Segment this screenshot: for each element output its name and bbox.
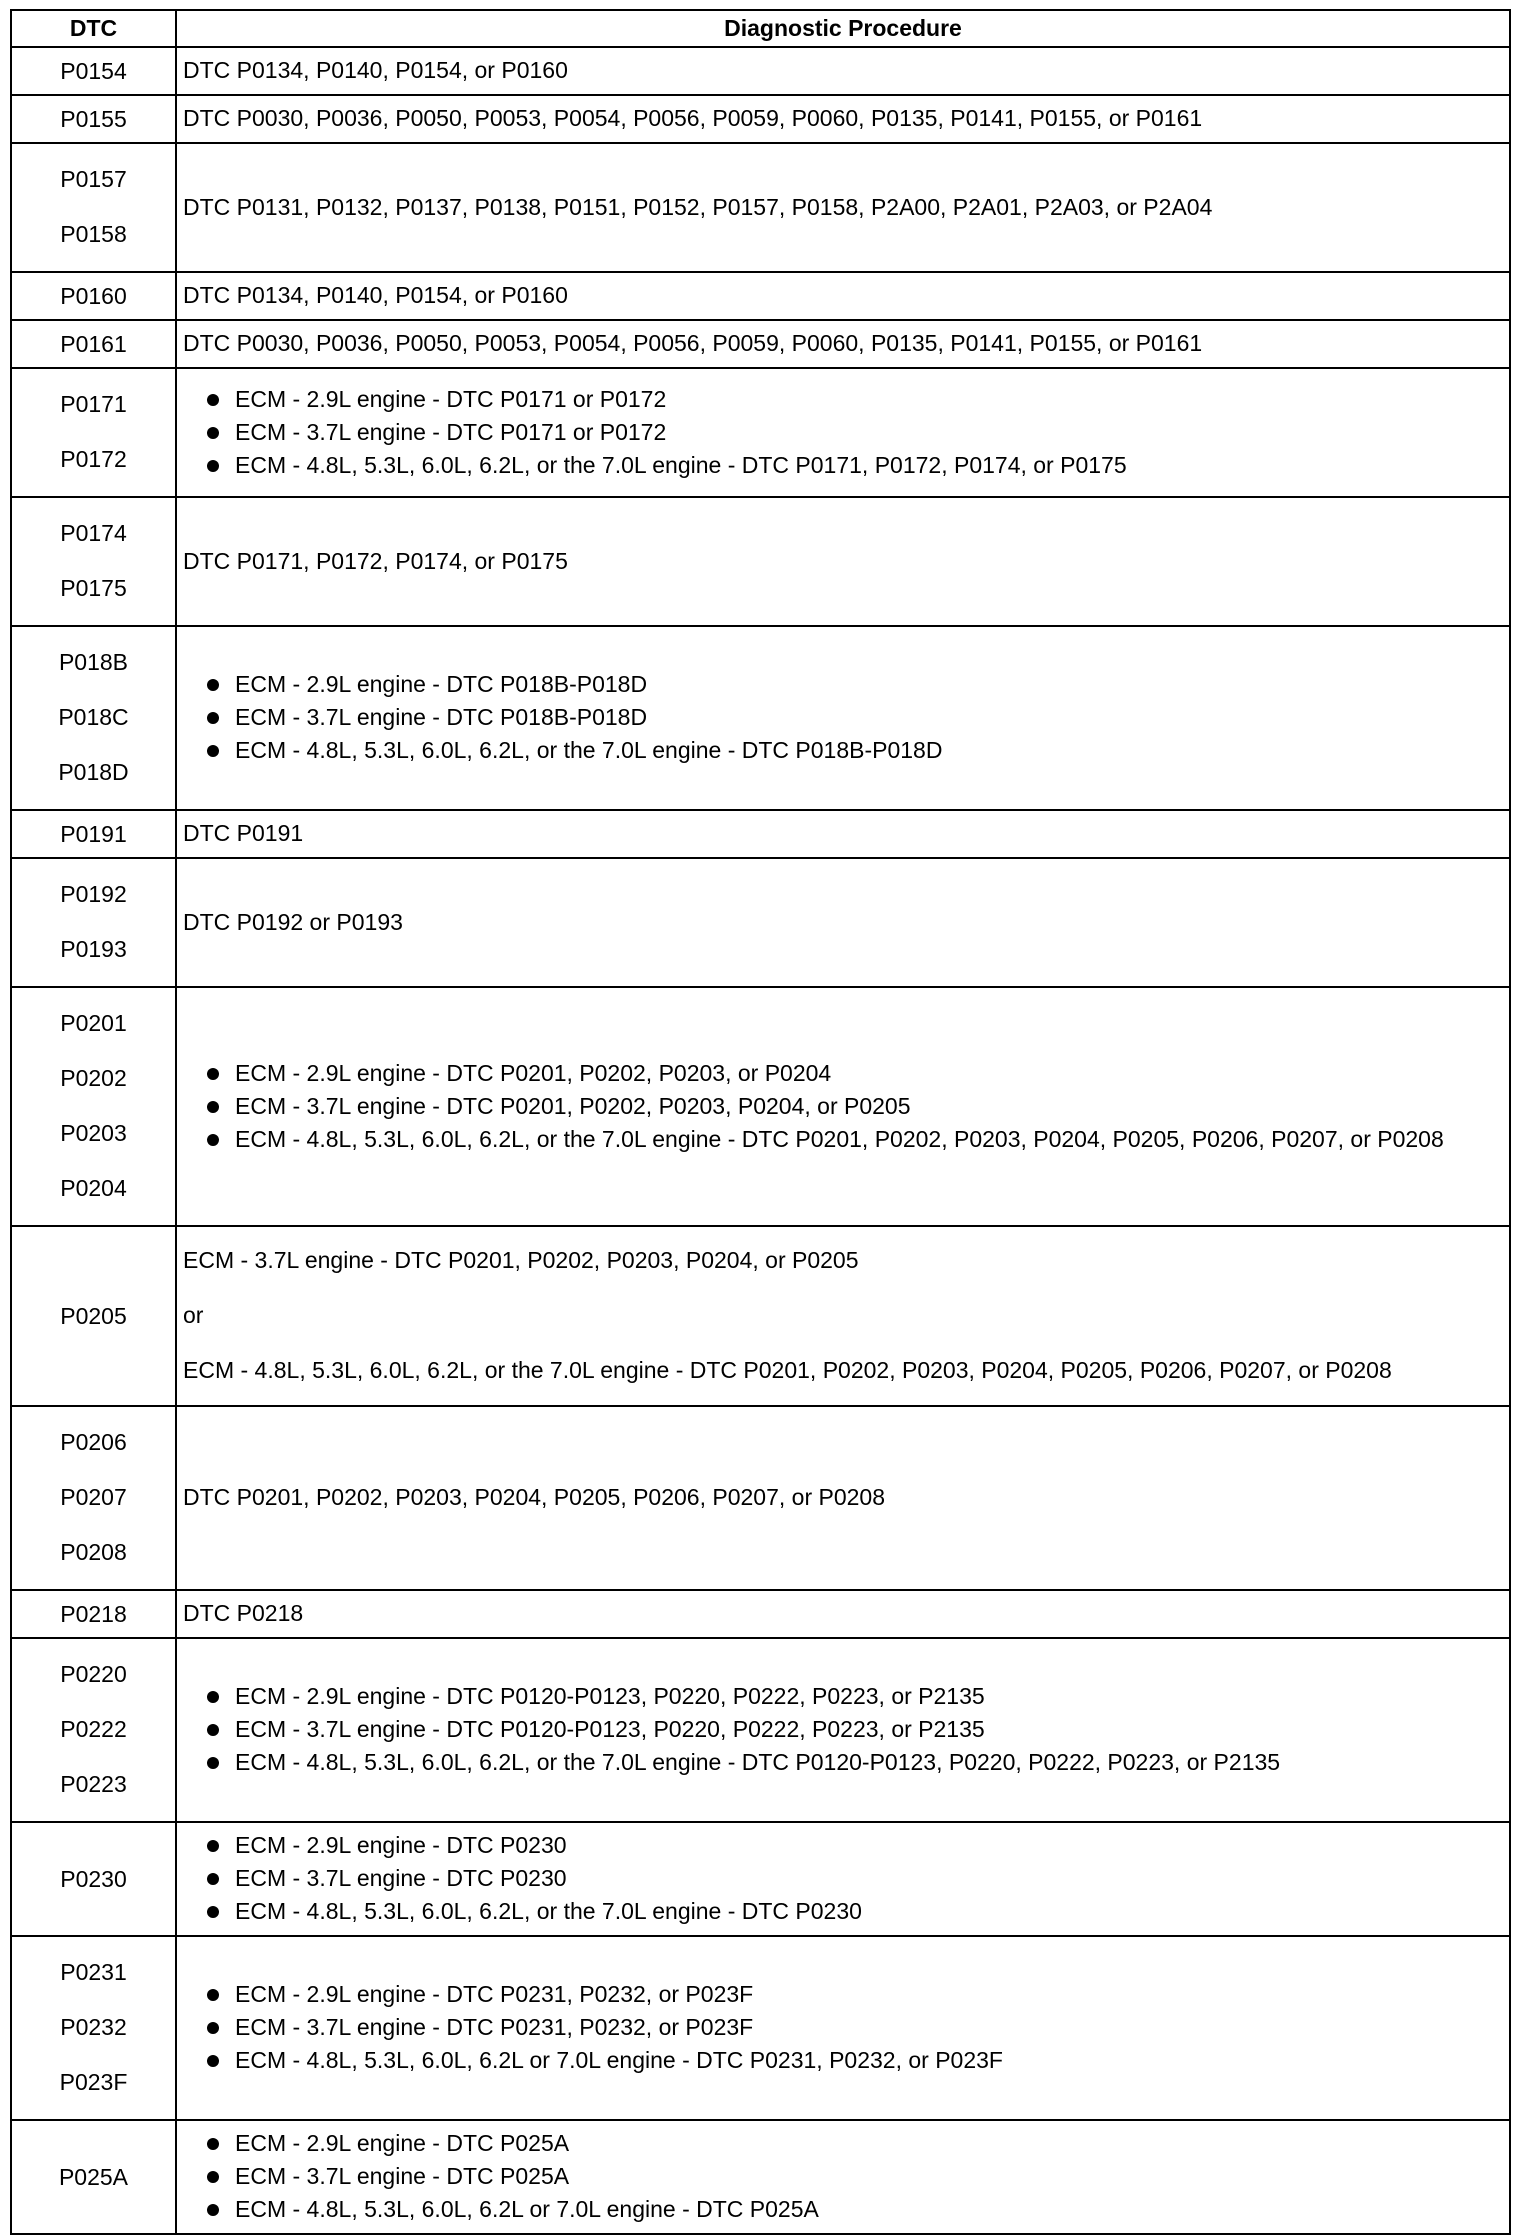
dtc-cell: [11, 858, 176, 987]
dtc-code: P0222: [60, 1716, 127, 1742]
dtc-code: P0172: [60, 446, 127, 472]
table-row: [11, 143, 1510, 272]
table-row: [11, 1406, 1510, 1590]
procedure-bullet-item: ECM - 4.8L, 5.3L, 6.0L, 6.2L, or the 7.0L engine - DTC P0120-P0123, P0220, P0222, P0223, or P2135: [205, 1746, 1503, 1779]
procedure-cell: [176, 858, 1510, 987]
procedure-cell: [176, 497, 1510, 626]
procedure-cell: [176, 1822, 1510, 1936]
dtc-cell: [11, 1590, 176, 1638]
dtc-code: P0208: [60, 1539, 127, 1565]
table-row: [11, 95, 1510, 143]
dtc-code: P0161: [60, 330, 127, 357]
table-row: [11, 272, 1510, 320]
procedure-bullet-item: ECM - 2.9L engine - DTC P0201, P0202, P0203, or P0204: [205, 1057, 1503, 1090]
dtc-code: P0191: [60, 820, 127, 847]
procedure-cell: [176, 1590, 1510, 1638]
procedure-cell: [176, 1638, 1510, 1822]
procedure-bullet-item: ECM - 4.8L, 5.3L, 6.0L, 6.2L or 7.0L engine - DTC P0231, P0232, or P023F: [205, 2044, 1503, 2077]
procedure-bullet-list: [183, 1829, 1503, 1928]
dtc-cell: [11, 368, 176, 497]
procedure-column-header: Diagnostic Procedure: [176, 10, 1510, 47]
procedure-text: DTC P0030, P0036, P0050, P0053, P0054, P0056, P0059, P0060, P0135, P0141, P0155, or P0161: [183, 330, 1203, 356]
procedure-cell: [176, 272, 1510, 320]
table-row: [11, 2120, 1510, 2234]
procedure-text: DTC P0131, P0132, P0137, P0138, P0151, P0152, P0157, P0158, P2A00, P2A01, P2A03, or P2A04: [183, 193, 1213, 220]
dtc-code: P0230: [60, 1865, 127, 1892]
dtc-cell: [11, 626, 176, 810]
procedure-bullet-list: [183, 1057, 1503, 1156]
procedure-cell: [176, 320, 1510, 368]
dtc-procedure-table: [10, 9, 1511, 2235]
dtc-code: P0231: [60, 1959, 127, 1985]
procedure-text: or: [183, 1302, 204, 1328]
dtc-cell: [11, 143, 176, 272]
dtc-column-header: DTC: [11, 10, 176, 47]
table-row: [11, 987, 1510, 1226]
dtc-cell: [11, 987, 176, 1226]
dtc-code: P0205: [60, 1302, 127, 1329]
procedure-bullet-item: ECM - 3.7L engine - DTC P0171 or P0172: [205, 416, 1503, 449]
table-row: [11, 810, 1510, 858]
procedure-bullet-item: ECM - 3.7L engine - DTC P0201, P0202, P0203, P0204, or P0205: [205, 1090, 1503, 1123]
dtc-code: P0207: [60, 1484, 127, 1510]
dtc-code: P0192: [60, 881, 127, 907]
table-row: [11, 858, 1510, 987]
dtc-code: P0175: [60, 575, 127, 601]
table-row: [11, 1226, 1510, 1406]
dtc-cell: [11, 810, 176, 858]
procedure-bullet-item: ECM - 3.7L engine - DTC P0230: [205, 1862, 1503, 1895]
procedure-text: ECM - 3.7L engine - DTC P0201, P0202, P0203, P0204, or P0205: [183, 1247, 859, 1273]
dtc-cell: [11, 1822, 176, 1936]
procedure-bullet-item: ECM - 2.9L engine - DTC P0171 or P0172: [205, 383, 1503, 416]
dtc-code: P0154: [60, 57, 127, 84]
procedure-cell: [176, 47, 1510, 95]
procedure-bullet-item: ECM - 4.8L, 5.3L, 6.0L, 6.2L, or the 7.0L engine - DTC P0230: [205, 1895, 1503, 1928]
procedure-cell: [176, 2120, 1510, 2234]
procedure-text: DTC P0191: [183, 820, 304, 846]
procedure-bullet-item: ECM - 2.9L engine - DTC P025A: [205, 2127, 1503, 2160]
procedure-bullet-item: ECM - 4.8L, 5.3L, 6.0L, 6.2L, or the 7.0L engine - DTC P0171, P0172, P0174, or P0175: [205, 449, 1503, 482]
table-row: [11, 1936, 1510, 2120]
procedure-text: DTC P0134, P0140, P0154, or P0160: [183, 57, 568, 83]
dtc-code: P023F: [59, 2069, 128, 2095]
procedure-cell: [176, 1406, 1510, 1590]
dtc-code: P0174: [60, 520, 127, 546]
dtc-code: P0218: [60, 1600, 127, 1627]
dtc-code: P025A: [58, 2163, 129, 2190]
dtc-code: P0193: [60, 936, 127, 962]
dtc-code: P0223: [60, 1771, 127, 1797]
dtc-cell: [11, 272, 176, 320]
procedure-bullet-item: ECM - 2.9L engine - DTC P0231, P0232, or P023F: [205, 1978, 1503, 2011]
table-body: [11, 47, 1510, 2234]
procedure-bullet-item: ECM - 3.7L engine - DTC P018B-P018D: [205, 701, 1503, 734]
procedure-cell: [176, 1226, 1510, 1406]
procedure-bullet-list: [183, 2127, 1503, 2226]
table-row: [11, 1822, 1510, 1936]
procedure-text: DTC P0030, P0036, P0050, P0053, P0054, P0056, P0059, P0060, P0135, P0141, P0155, or P0161: [183, 105, 1203, 131]
procedure-bullet-item: ECM - 2.9L engine - DTC P018B-P018D: [205, 668, 1503, 701]
procedure-cell: [176, 810, 1510, 858]
procedure-cell: [176, 95, 1510, 143]
dtc-code: P0232: [60, 2014, 127, 2040]
procedure-cell: [176, 1936, 1510, 2120]
dtc-cell: [11, 497, 176, 626]
procedure-text: DTC P0201, P0202, P0203, P0204, P0205, P0206, P0207, or P0208: [183, 1484, 886, 1510]
dtc-code: P0203: [60, 1120, 127, 1146]
dtc-cell: [11, 1406, 176, 1590]
dtc-code: P018B: [58, 649, 129, 675]
table-row: [11, 368, 1510, 497]
procedure-bullet-item: ECM - 2.9L engine - DTC P0120-P0123, P0220, P0222, P0223, or P2135: [205, 1680, 1503, 1713]
dtc-cell: [11, 95, 176, 143]
procedure-text: DTC P0171, P0172, P0174, or P0175: [183, 547, 568, 574]
table-row: [11, 1590, 1510, 1638]
procedure-bullet-item: ECM - 3.7L engine - DTC P0120-P0123, P0220, P0222, P0223, or P2135: [205, 1713, 1503, 1746]
procedure-bullet-item: ECM - 4.8L, 5.3L, 6.0L, 6.2L, or the 7.0L engine - DTC P0201, P0202, P0203, P0204, P0205, P0206, P0207, or P0208: [205, 1123, 1503, 1156]
procedure-cell: [176, 368, 1510, 497]
procedure-text: DTC P0192 or P0193: [183, 908, 403, 935]
table-row: [11, 1638, 1510, 1822]
table-row: [11, 47, 1510, 95]
dtc-code: P0201: [60, 1010, 127, 1036]
table-row: [11, 497, 1510, 626]
table-header-row: [11, 10, 1510, 47]
procedure-bullet-item: ECM - 4.8L, 5.3L, 6.0L, 6.2L or 7.0L engine - DTC P025A: [205, 2193, 1503, 2226]
dtc-code: P0202: [60, 1065, 127, 1091]
procedure-bullet-item: ECM - 2.9L engine - DTC P0230: [205, 1829, 1503, 1862]
dtc-cell: [11, 2120, 176, 2234]
dtc-code: P0158: [60, 221, 127, 247]
procedure-cell: [176, 626, 1510, 810]
dtc-cell: [11, 320, 176, 368]
procedure-bullet-item: ECM - 3.7L engine - DTC P025A: [205, 2160, 1503, 2193]
dtc-code: P018D: [58, 759, 129, 785]
procedure-cell: [176, 143, 1510, 272]
dtc-cell: [11, 1226, 176, 1406]
dtc-cell: [11, 1936, 176, 2120]
procedure-text: DTC P0218: [183, 1600, 304, 1626]
procedure-bullet-list: [183, 668, 1503, 767]
procedure-bullet-list: [183, 1680, 1503, 1779]
procedure-bullet-list: [183, 383, 1503, 482]
procedure-text: ECM - 4.8L, 5.3L, 6.0L, 6.2L, or the 7.0L engine - DTC P0201, P0202, P0203, P0204, P0205, P0206, P0207, or P0208: [183, 1357, 1392, 1383]
dtc-code: P0220: [60, 1661, 127, 1687]
procedure-bullet-item: ECM - 4.8L, 5.3L, 6.0L, 6.2L, or the 7.0L engine - DTC P018B-P018D: [205, 734, 1503, 767]
procedure-bullet-list: [183, 1978, 1503, 2077]
dtc-code: P0155: [60, 105, 127, 132]
dtc-code: P0160: [60, 282, 127, 309]
dtc-cell: [11, 1638, 176, 1822]
procedure-cell: [176, 987, 1510, 1226]
procedure-text: DTC P0134, P0140, P0154, or P0160: [183, 282, 568, 308]
dtc-code: P0206: [60, 1429, 127, 1455]
table-row: [11, 320, 1510, 368]
dtc-code: P0171: [60, 391, 127, 417]
procedure-bullet-item: ECM - 3.7L engine - DTC P0231, P0232, or P023F: [205, 2011, 1503, 2044]
table-row: [11, 626, 1510, 810]
dtc-code: P0204: [60, 1175, 127, 1201]
dtc-code: P0157: [60, 166, 127, 192]
dtc-code: P018C: [58, 704, 129, 730]
dtc-cell: [11, 47, 176, 95]
